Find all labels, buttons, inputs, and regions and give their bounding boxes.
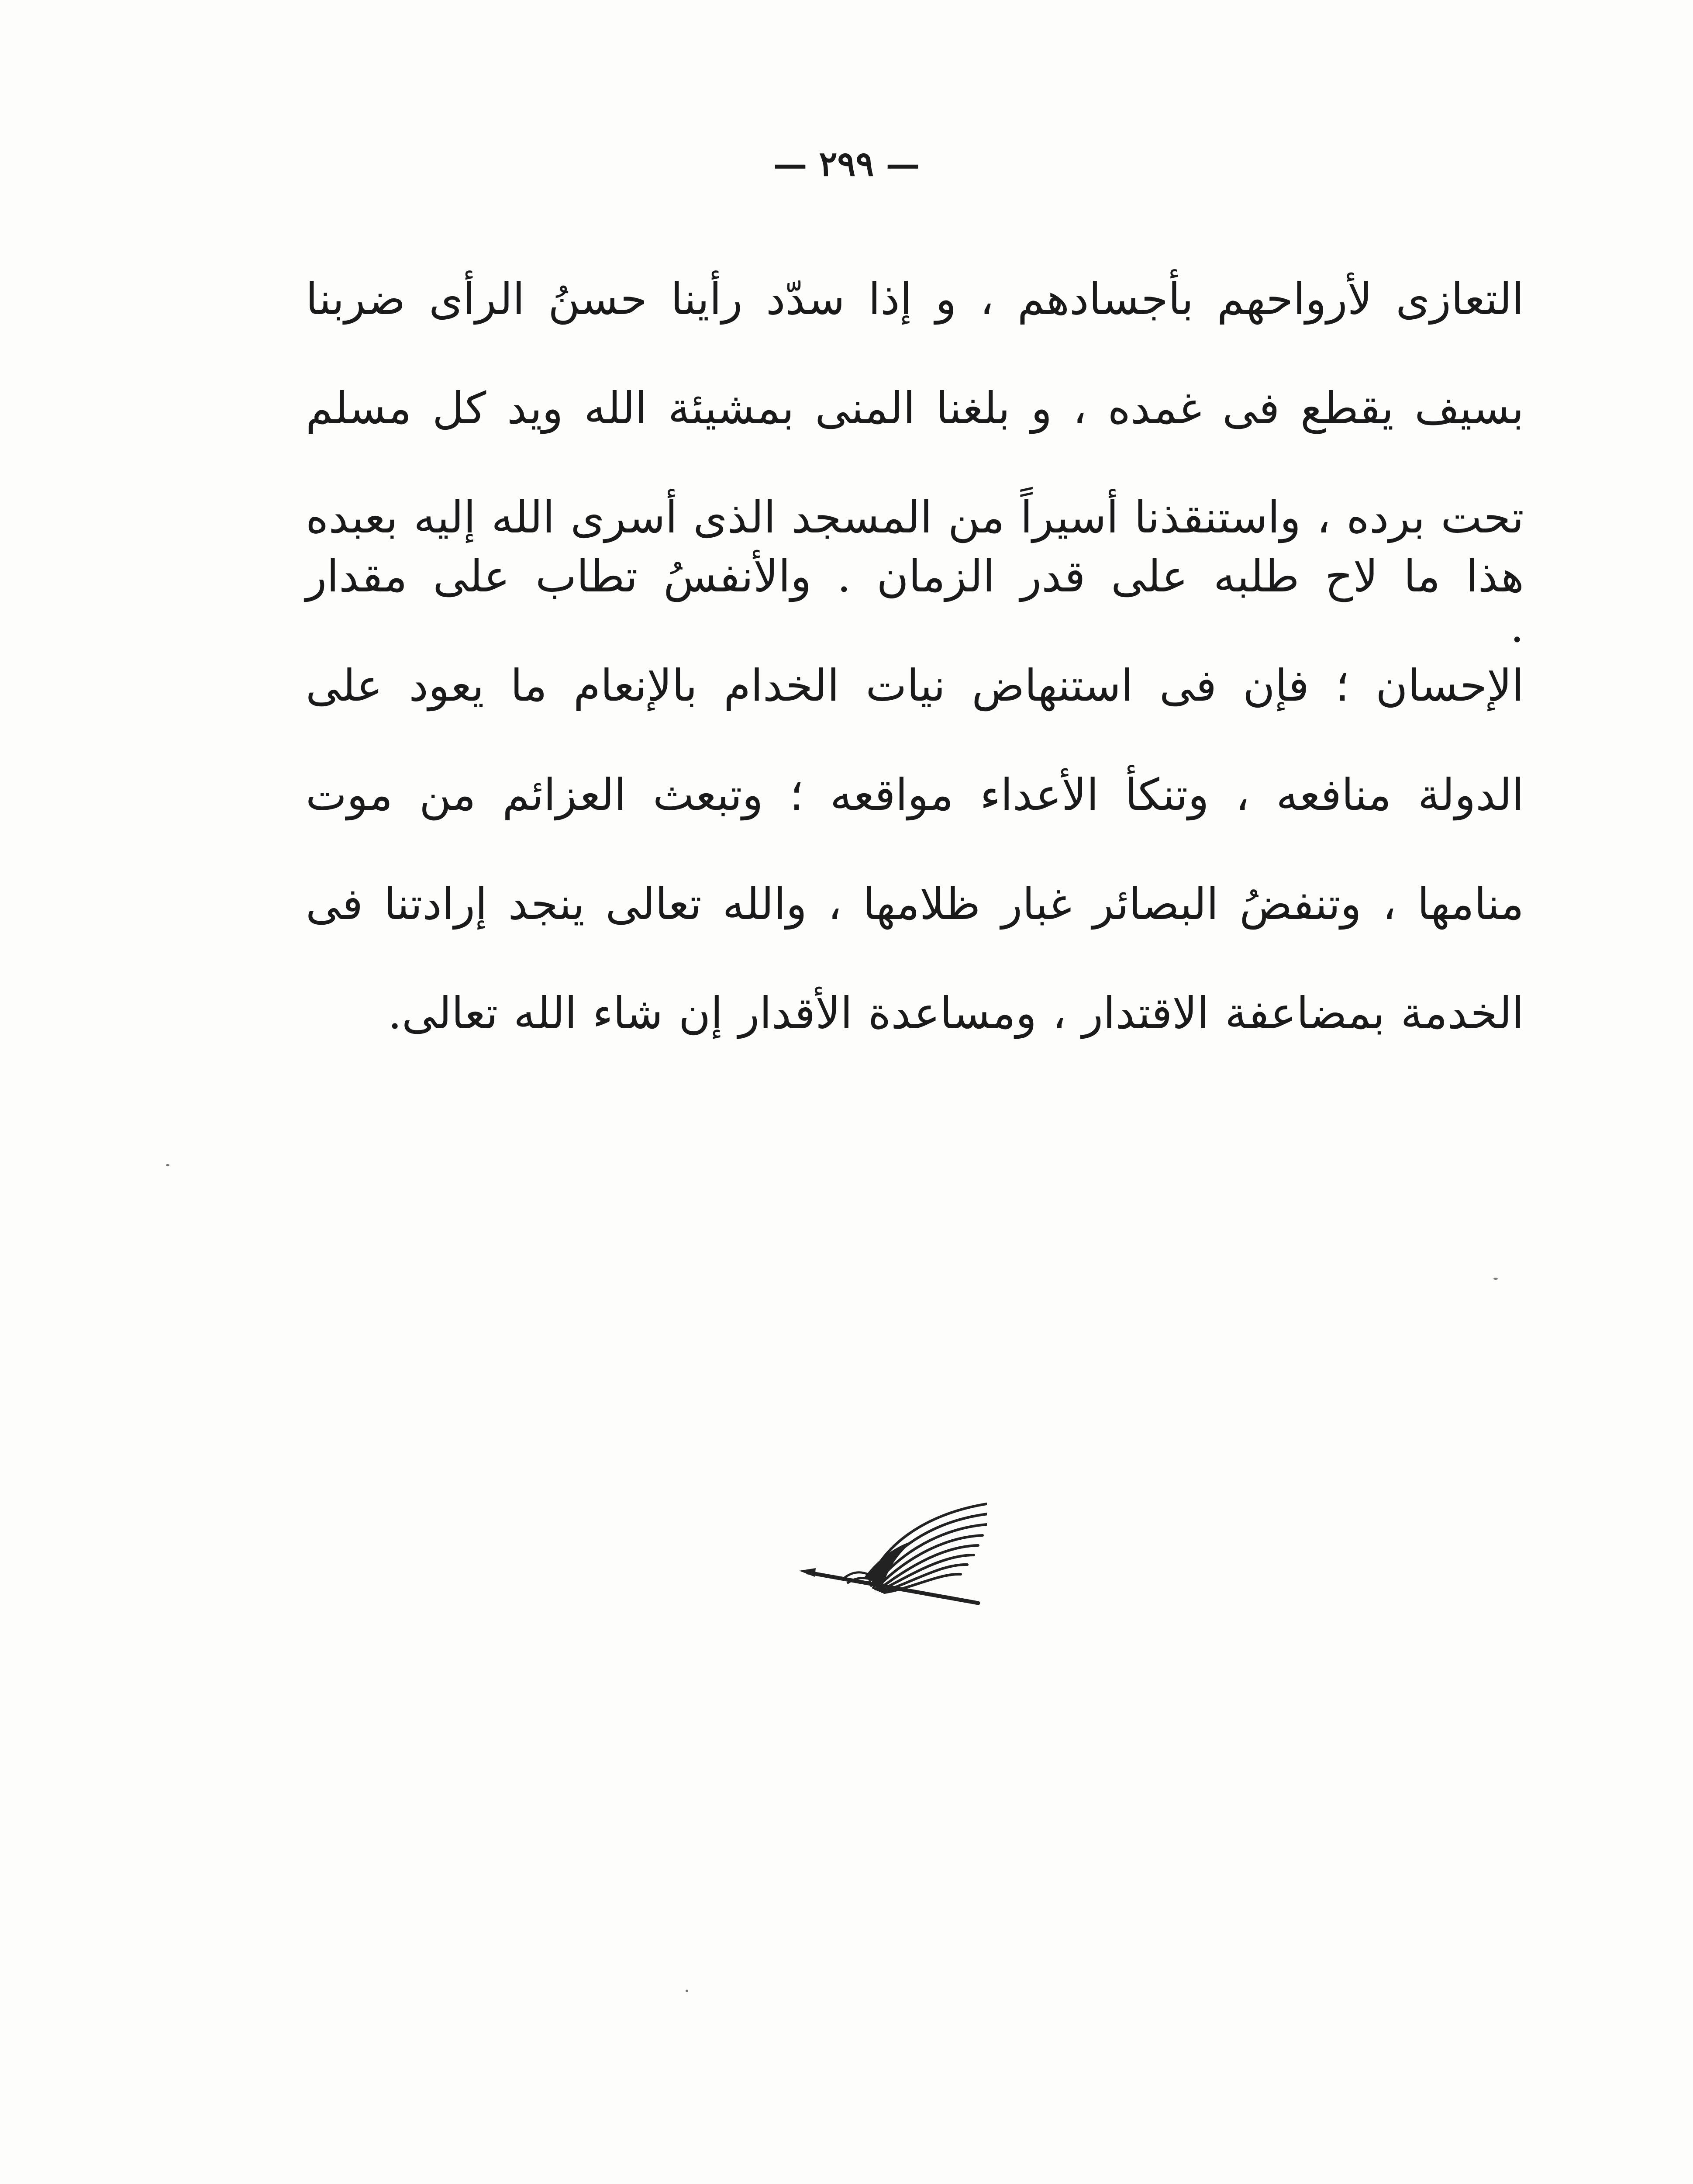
winged-quill-pen-icon — [795, 1494, 987, 1625]
paragraph-2: هذا ما لاح طلبه على قدر الزمان . والأنفسُ تطاب على مقدار الإحسان ؛ فإن فى استنهاض نيات الخدام بالإنعام ما يعود على الدولة منافعه ، وتنكأ الأعداء مواقعه ؛ وتبعث العزائم من موت منامها ، وتنفضُ البصائر غبار ظلامها ، والله تعالى ينجد إرادتنا فى الخدمة بمضاعفة الاقتدار ، ومساعدة الأقدار إن شاء الله تعالى. — [306, 551, 1524, 1039]
paragraph-1: التعازى لأرواحهم بأجسادهم ، و إذا سدّد رأينا حسنُ الرأى ضربنا بسيف يقطع فى غمده ، و بلغنا المنى بمشيئة الله ويد كل مسلم تحت برده ، واستنقذنا أسيراً من المسجد الذى أسرى الله إليه بعبده . — [306, 273, 1524, 652]
scan-speck — [1493, 1278, 1498, 1280]
scan-speck — [166, 1164, 169, 1166]
page-number: — ٢٩٩ — — [773, 144, 920, 184]
scan-speck — [686, 1990, 688, 1992]
